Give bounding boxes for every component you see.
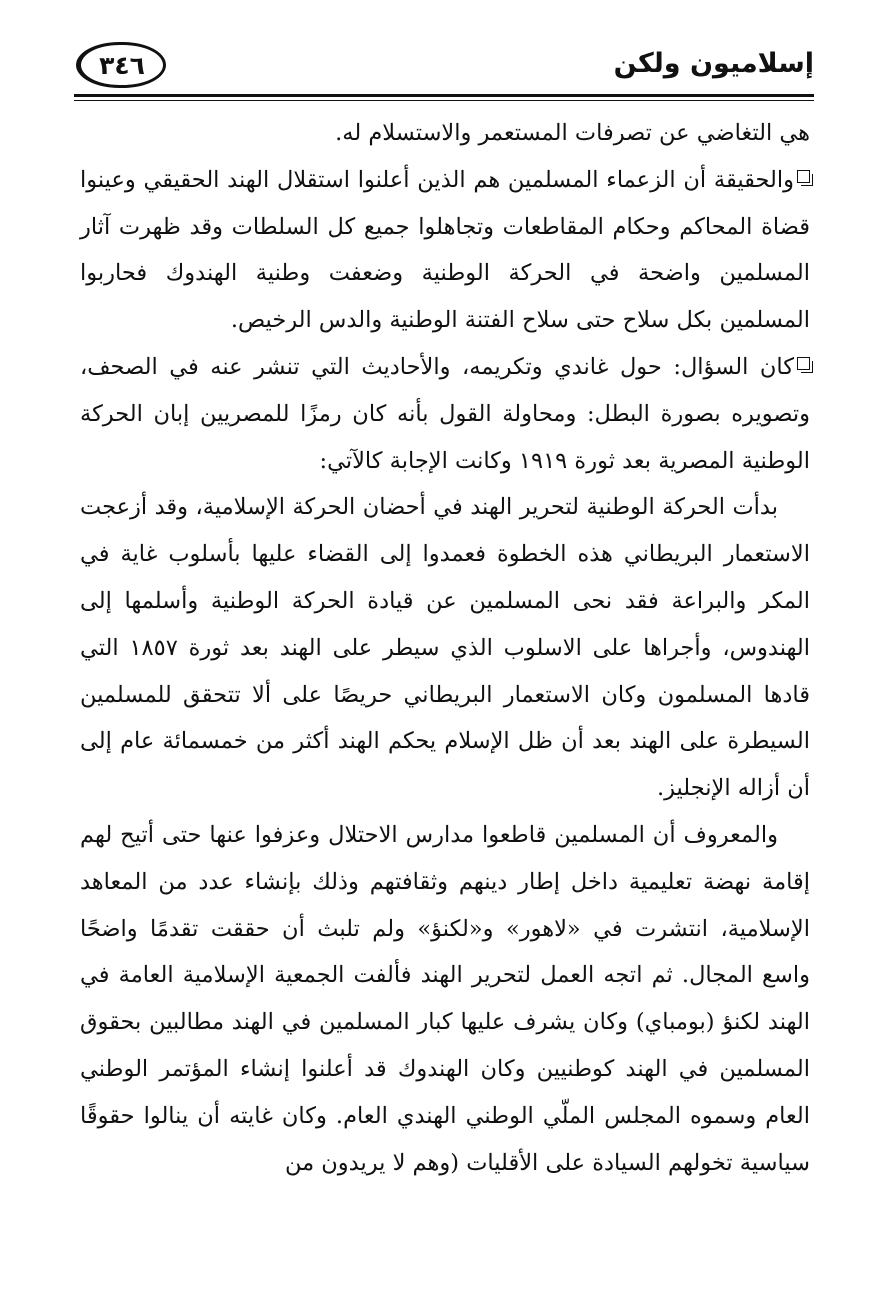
paragraph-text: والمعروف أن المسلمين قاطعوا مدارس الاحتلال وعزفوا عنها حتى أتيح لهم إقامة نهضة تعليمية داخل إطار دينهم وثقافتهم وذلك بإنشاء عدد من المعاهد الإسلامية، انتشرت في «لاهور» و«لكنؤ» ولم تلبث أن حققت تقدمًا واضحًا واسع المجال. ثم اتجه العمل لتحرير الهند فألفت الجمعية الإسلامية العامة في الهند لكنؤ (بومباي) وكان يشرف عليها كبار المسلمين في الهند مطالبين بحقوق المسلمين في الهند كوطنيين وكان الهندوك قد أعلنوا إنشاء المؤتمر الوطني العام وسموه المجلس الملّي الوطني الهندي العام. وكان غايته أن ينالوا حقوقًا سياسية تخولهم السيادة على الأقليات (وهم لا يريدون من — [80, 821, 810, 1176]
paragraph-3 — [80, 344, 810, 484]
body-text — [80, 110, 810, 1186]
paragraph-1 — [80, 110, 810, 157]
page-header — [74, 40, 814, 98]
bullet-square-icon — [797, 357, 810, 370]
book-title: إسلاميون ولكن — [613, 48, 814, 79]
page-number: ٣٤٦ — [99, 50, 145, 80]
bullet-square-icon — [797, 170, 810, 183]
header-rule-thin — [74, 100, 814, 101]
paragraph-text: كان السؤال: حول غاندي وتكريمه، والأحاديث التي تنشر عنه في الصحف، وتصويره بصورة البطل: ومحاولة القول بأنه كان رمزًا للمصريين إبان الحركة الوطنية المصرية بعد ثورة ١٩١٩ وكانت الإجابة كالآتي: — [80, 353, 810, 474]
paragraph-2 — [80, 157, 810, 344]
paragraph-text: هي التغاضي عن تصرفات المستعمر والاستسلام له. — [335, 120, 810, 146]
paragraph-text: بدأت الحركة الوطنية لتحرير الهند في أحضان الحركة الإسلامية، وقد أزعجت الاستعمار البريطاني هذه الخطوة فعمدوا إلى القضاء عليها بأسلوب غاية في المكر والبراعة فقد نحى المسلمين عن قيادة الحركة الوطنية وأسلمها إلى الهندوس، وأجراها على الاسلوب الذي سيطر على الهند بعد ثورة ١٨٥٧ التي قادها المسلمون وكان الاستعمار البريطاني حريصًا على ألا تتحقق للمسلمين السيطرة على الهند بعد أن ظل الإسلام يحكم الهند أكثر من خمسمائة عام إلى أن أزاله الإنجليز. — [80, 494, 810, 802]
page-number-badge — [76, 42, 166, 88]
paragraph-text: والحقيقة أن الزعماء المسلمين هم الذين أعلنوا استقلال الهند الحقيقي وعينوا قضاة المحاكم وحكام المقاطعات وتجاهلوا جميع كل السلطات وقد ظهرت آثار المسلمين واضحة في الحركة الوطنية وضعفت وطنية الهندوك فحاربوا المسلمين بكل سلاح حتى سلاح الفتنة الوطنية والدس الرخيص. — [80, 166, 810, 334]
paragraph-5 — [80, 812, 810, 1186]
paragraph-4 — [80, 484, 810, 812]
header-rule — [74, 94, 814, 97]
